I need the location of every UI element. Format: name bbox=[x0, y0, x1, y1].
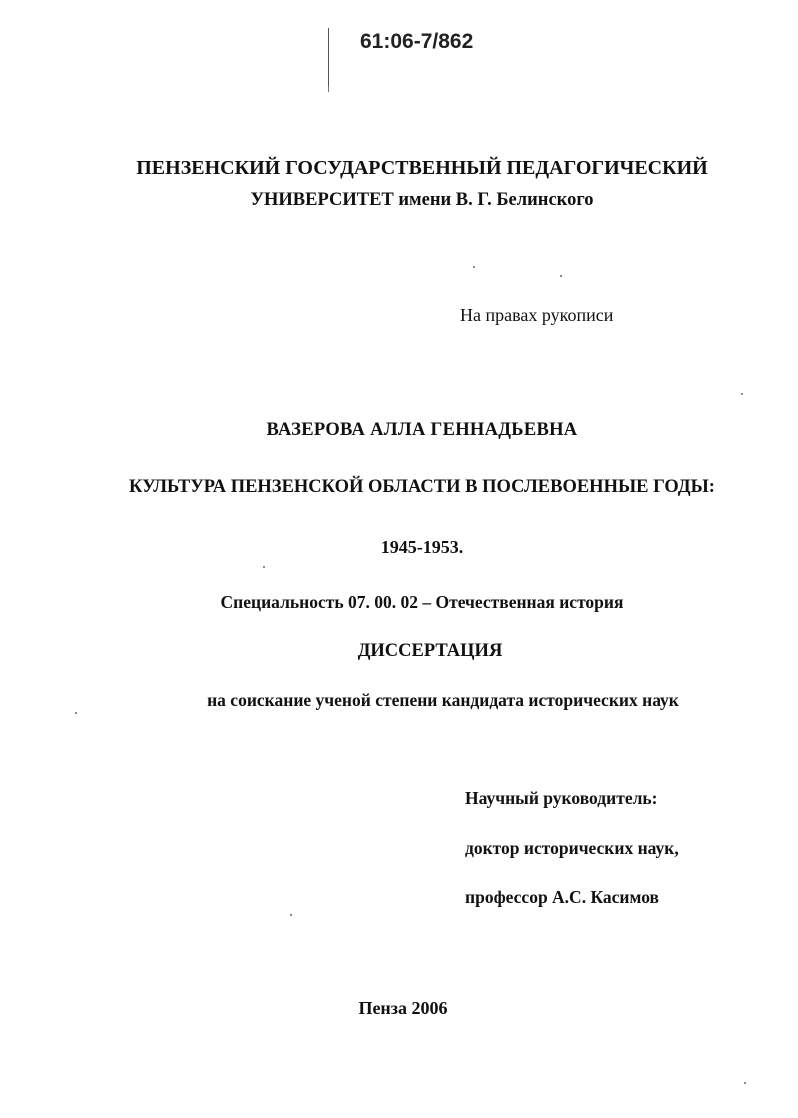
scan-speck bbox=[75, 712, 77, 714]
city-year: Пенза 2006 bbox=[358, 998, 448, 1018]
dissertation-title-line2: 1945-1953. bbox=[380, 537, 464, 557]
supervisor-label: Научный руководитель: bbox=[465, 788, 658, 808]
manuscript-rights-note: На правах рукописи bbox=[460, 305, 614, 325]
degree-line: на соискание ученой степени кандидата исторических наук bbox=[207, 690, 679, 710]
scan-speck bbox=[473, 266, 475, 268]
library-stamp-code: 61:06-7/862 bbox=[360, 30, 474, 53]
scan-speck bbox=[290, 914, 292, 916]
scan-speck bbox=[741, 393, 743, 395]
supervisor-degree: доктор исторических наук, bbox=[465, 838, 679, 858]
author-name: ВАЗЕРОВА АЛЛА ГЕННАДЬЕВНА bbox=[266, 420, 578, 440]
scan-speck bbox=[263, 566, 265, 568]
work-type-heading: ДИССЕРТАЦИЯ bbox=[357, 641, 503, 661]
university-name-line2: УНИВЕРСИТЕТ имени В. Г. Белинского bbox=[250, 190, 594, 210]
supervisor-name: профессор А.С. Касимов bbox=[465, 887, 659, 907]
scan-speck bbox=[560, 275, 562, 277]
scan-speck bbox=[744, 1082, 746, 1084]
dissertation-title-line1: КУЛЬТУРА ПЕНЗЕНСКОЙ ОБЛАСТИ В ПОСЛЕВОЕННЫЕ ГОДЫ: bbox=[129, 477, 715, 497]
stamp-margin-line bbox=[328, 28, 329, 90]
university-name-line1: ПЕНЗЕНСКИЙ ГОСУДАРСТВЕННЫЙ ПЕДАГОГИЧЕСКИЙ bbox=[136, 157, 708, 179]
stamp-margin-tick bbox=[328, 86, 329, 92]
specialty-line: Специальность 07. 00. 02 – Отечественная история bbox=[220, 592, 624, 612]
